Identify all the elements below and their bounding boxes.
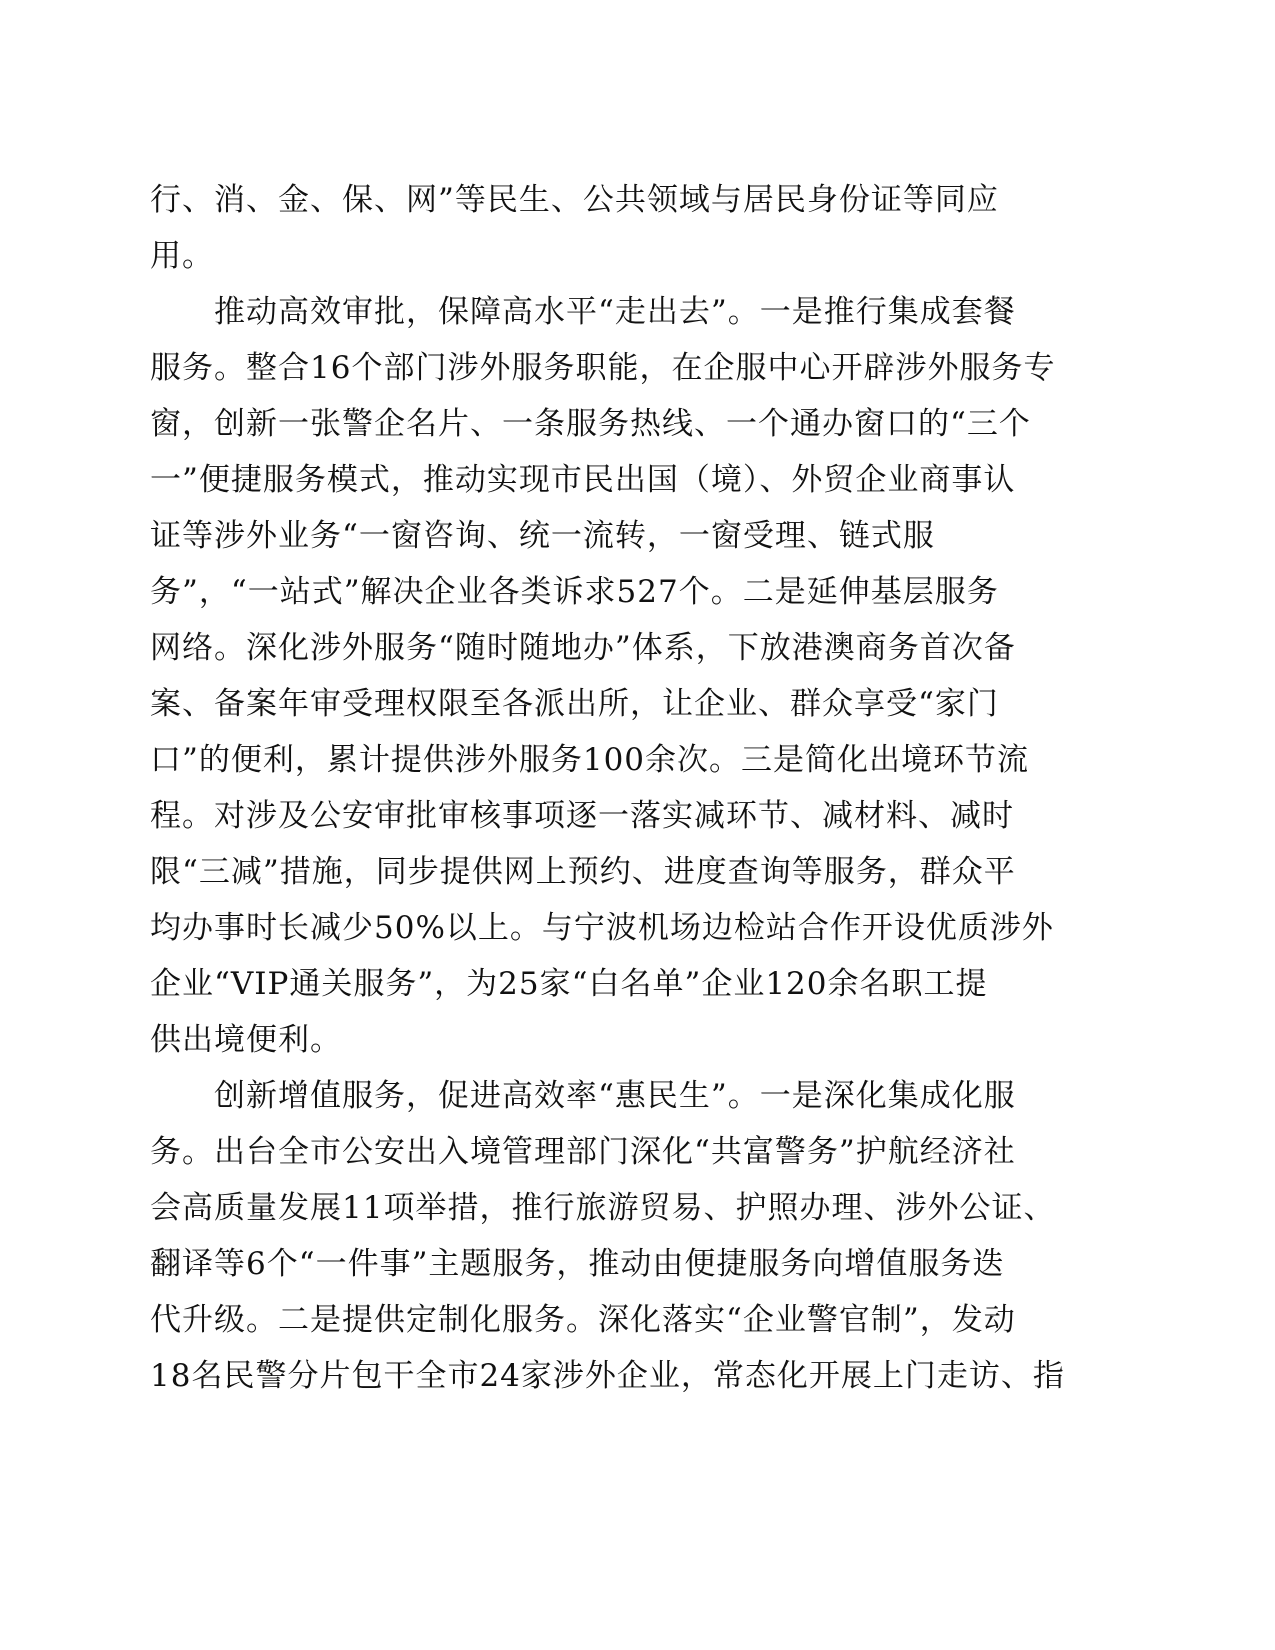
text-line: 会高质量发展11项举措，推行旅游贸易、护照办理、涉外公证、 <box>150 1190 1056 1226</box>
text-line: 行、消、金、保、网”等民生、公共领域与居民身份证等同应 <box>150 182 999 218</box>
text-line: 限“三减”措施，同步提供网上预约、进度查询等服务，群众平 <box>150 854 1016 890</box>
text-line: 口”的便利，累计提供涉外服务100余次。三是简化出境环节流 <box>150 742 1030 778</box>
text-line: 程。对涉及公安审批审核事项逐一落实减环节、减材料、减时 <box>150 798 1014 834</box>
text-line: 供出境便利。 <box>150 1022 342 1058</box>
text-line: 用。 <box>150 238 214 274</box>
text-line: 服务。整合16个部门涉外服务职能，在企服中心开辟涉外服务专 <box>150 350 1056 386</box>
text-line: 窗，创新一张警企名片、一条服务热线、一个通办窗口的“三个 <box>150 406 1031 442</box>
text-line: 务。出台全市公安出入境管理部门深化“共富警务”护航经济社 <box>150 1134 1016 1170</box>
text-line: 均办事时长减少50%以上。与宁波机场边检站合作开设优质涉外 <box>150 910 1054 946</box>
text-line: 18名民警分片包干全市24家涉外企业，常态化开展上门走访、指 <box>150 1358 1065 1394</box>
text-line: 务”，“一站式”解决企业各类诉求527个。二是延伸基层服务 <box>150 574 999 610</box>
paragraph-first-line: 创新增值服务，促进高效率“惠民生”。一是深化集成化服 <box>214 1078 1016 1114</box>
text-line: 翻译等6个“一件事”主题服务，推动由便捷服务向增值服务迭 <box>150 1246 1005 1282</box>
text-line: 企业“VIP通关服务”，为25家“白名单”企业120余名职工提 <box>150 966 988 1002</box>
paragraph-first-line: 推动高效审批，保障高水平“走出去”。一是推行集成套餐 <box>214 294 1016 330</box>
text-line: 网络。深化涉外服务“随时随地办”体系，下放港澳商务首次备 <box>150 630 1016 666</box>
text-line: 案、备案年审受理权限至各派出所，让企业、群众享受“家门 <box>150 686 999 722</box>
text-line: 一”便捷服务模式，推动实现市民出国（境）、外贸企业商事认 <box>150 462 1016 498</box>
text-line: 代升级。二是提供定制化服务。深化落实“企业警官制”，发动 <box>150 1302 1016 1338</box>
text-line: 证等涉外业务“一窗咨询、统一流转，一窗受理、链式服 <box>150 518 935 554</box>
